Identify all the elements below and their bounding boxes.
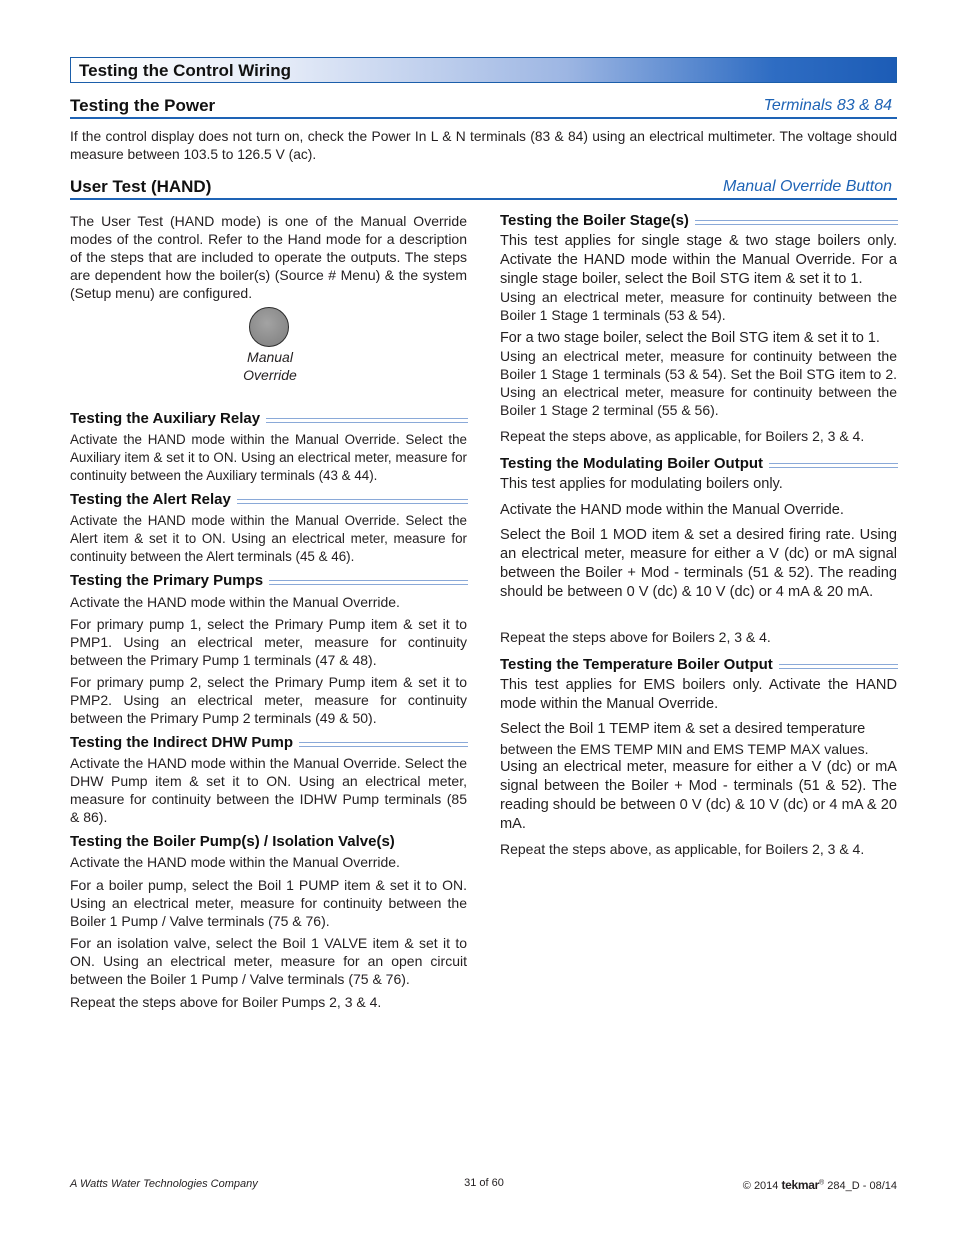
aux-heading-text: Testing the Auxiliary Relay xyxy=(70,410,261,427)
primary-text-2: For primary pump 1, select the Primary Pump item & set it to PMP1. Using an electrical meter, measure for continuity between the Primary Pump 1 terminals (47 & 48). xyxy=(70,616,467,668)
footer-doc-number: 284_D - 08/14 xyxy=(827,1180,897,1192)
section-banner xyxy=(70,57,897,83)
mod-heading xyxy=(500,455,898,472)
temp-text-3: Repeat the steps above, as applicable, for Boilers 2, 3 & 4. xyxy=(500,841,865,857)
manual-override-label-line1: Manual xyxy=(247,349,293,365)
power-terminals-label: Terminals 83 & 84 xyxy=(763,97,892,114)
manual-override-label-line2: Override xyxy=(243,367,297,383)
boiler-pump-heading-text: Testing the Boiler Pump(s) / Isolation Valve(s) xyxy=(70,833,395,850)
footer-copyright: © 2014 xyxy=(742,1180,779,1192)
dhw-heading-rule xyxy=(299,742,468,747)
footer-page-number: 31 of 60 xyxy=(464,1177,504,1189)
primary-heading-text: Testing the Primary Pumps xyxy=(70,572,264,589)
stage-heading-text: Testing the Boiler Stage(s) xyxy=(500,212,689,229)
boiler-pump-text-3: For an isolation valve, select the Boil 1 VALVE item & set it to ON. Using an electrical meter, measure for an open circuit between the Boiler 1 Pump / Valve terminals (75 & 76). xyxy=(70,935,467,987)
boiler-pump-heading xyxy=(70,833,468,850)
aux-heading xyxy=(70,410,468,427)
dhw-heading xyxy=(70,734,468,751)
primary-heading xyxy=(70,572,468,589)
stage-text-2b: Using an electrical meter, measure for continuity between the Boiler 1 Stage 1 terminals (53 & 54). Set the Boil STG item to 2. Using an electrical meter, measure for continuity between the Boiler 1 Stage 2 terminal (55 & 56). xyxy=(500,348,897,418)
mod-text-4: Repeat the steps above for Boilers 2, 3 & 4. xyxy=(500,629,771,645)
stage-text-1b: Using an electrical meter, measure for continuity between the Boiler 1 Stage 1 terminals (53 & 54). xyxy=(500,289,897,323)
dhw-text: Activate the HAND mode within the Manual Override. Select the DHW Pump item & set it to ON. Using an electrical meter, measure for continuity between the IDHW Pump terminals (85 & 86). xyxy=(70,755,467,825)
alert-heading-text: Testing the Alert Relay xyxy=(70,491,231,508)
manual-override-button-icon xyxy=(249,307,289,347)
mod-text-3: Select the Boil 1 MOD item & set a desired firing rate. Using an electrical meter, measure for either a V (dc) or mA signal between the Boiler + Mod - terminals (51 & 52). The reading should be between 0 V (dc) & 10 V (dc) or 4 mA & 20 mA. xyxy=(500,527,897,600)
user-test-rule xyxy=(70,198,897,200)
temp-text-2b: between the EMS TEMP MIN and EMS TEMP MAX values. xyxy=(500,741,869,757)
mod-text-1: This test applies for modulating boilers only. xyxy=(500,476,783,492)
temp-heading xyxy=(500,656,898,673)
boiler-pump-text-4: Repeat the steps above for Boiler Pumps 2, 3 & 4. xyxy=(70,994,382,1010)
mod-heading-text: Testing the Modulating Boiler Output xyxy=(500,455,764,472)
primary-heading-rule xyxy=(269,580,468,585)
footer-company: A Watts Water Technologies Company xyxy=(70,1178,258,1190)
stage-heading-rule xyxy=(695,220,898,225)
user-test-intro: The User Test (HAND mode) is one of the Manual Override modes of the control. Refer to the Hand mode for a description of the steps that are included to operate the outputs. The steps are dependent how the boiler(s) (Source # Menu) & the system (Setup menu) are configured. xyxy=(70,213,467,301)
primary-text-3: For primary pump 2, select the Primary Pump item & set it to PMP2. Using an electrical meter, measure for continuity between the Primary Pump 2 terminals (49 & 50). xyxy=(70,674,467,726)
footer-registered-mark: ® xyxy=(819,1179,825,1187)
mod-text-2: Activate the HAND mode within the Manual Override. xyxy=(500,502,844,518)
temp-heading-rule xyxy=(779,664,898,669)
alert-text: Activate the HAND mode within the Manual Override. Select the Alert item & set it to ON. Using an electrical meter, measure for continuity between the Alert terminals (45 & 46). xyxy=(70,513,467,564)
power-rule xyxy=(70,117,897,119)
tekmar-logo: tekmar xyxy=(781,1178,820,1192)
mod-heading-rule xyxy=(769,463,898,468)
user-test-title: User Test (HAND) xyxy=(70,177,212,196)
temp-heading-text: Testing the Temperature Boiler Output xyxy=(500,656,773,673)
user-test-right-label: Manual Override Button xyxy=(723,178,892,195)
temp-text-1: This test applies for EMS boilers only. Activate the HAND mode within the Manual Override. xyxy=(500,677,897,712)
temp-text-2c: Using an electrical meter, measure for either a V (dc) or mA signal between the Boiler + Mod - terminals (51 & 52). The reading should be between 0 V (dc) & 10 V (dc) or 4 mA & 20 mA. xyxy=(500,759,897,832)
stage-text-1: This test applies for single stage & two stage boilers only. Activate the HAND mode within the Manual Override. For a single stage boiler, select the Boil STG item & set it to 1. xyxy=(500,233,897,287)
power-title: Testing the Power xyxy=(70,96,216,115)
temp-text-2: Select the Boil 1 TEMP item & set a desired temperature xyxy=(500,721,866,737)
dhw-heading-text: Testing the Indirect DHW Pump xyxy=(70,734,294,751)
aux-heading-rule xyxy=(266,418,468,423)
manual-override-label xyxy=(220,348,320,384)
boiler-pump-text-1: Activate the HAND mode within the Manual Override. xyxy=(70,854,400,870)
alert-heading xyxy=(70,491,468,508)
stage-heading xyxy=(500,212,898,229)
alert-heading-rule xyxy=(237,499,468,504)
stage-text-2: For a two stage boiler, select the Boil STG item & set it to 1. xyxy=(500,330,880,346)
footer-doc-info xyxy=(700,1178,897,1192)
banner-title: Testing the Control Wiring xyxy=(79,61,292,80)
boiler-pump-text-2: For a boiler pump, select the Boil 1 PUMP item & set it to ON. Using an electrical meter, measure for continuity between the Boiler 1 Pump / Valve terminals (75 & 76). xyxy=(70,877,467,929)
stage-text-3: Repeat the steps above, as applicable, for Boilers 2, 3 & 4. xyxy=(500,428,865,444)
power-text: If the control display does not turn on, check the Power In L & N terminals (83 & 84) using an electrical multimeter. The voltage should measure between 103.5 to 126.5 V (ac). xyxy=(70,129,897,162)
aux-text: Activate the HAND mode within the Manual Override. Select the Auxiliary item & set it to ON. Using an electrical meter, measure for continuity between the Auxiliary terminals (43 & 44). xyxy=(70,432,467,483)
primary-text-1: Activate the HAND mode within the Manual Override. xyxy=(70,594,400,610)
